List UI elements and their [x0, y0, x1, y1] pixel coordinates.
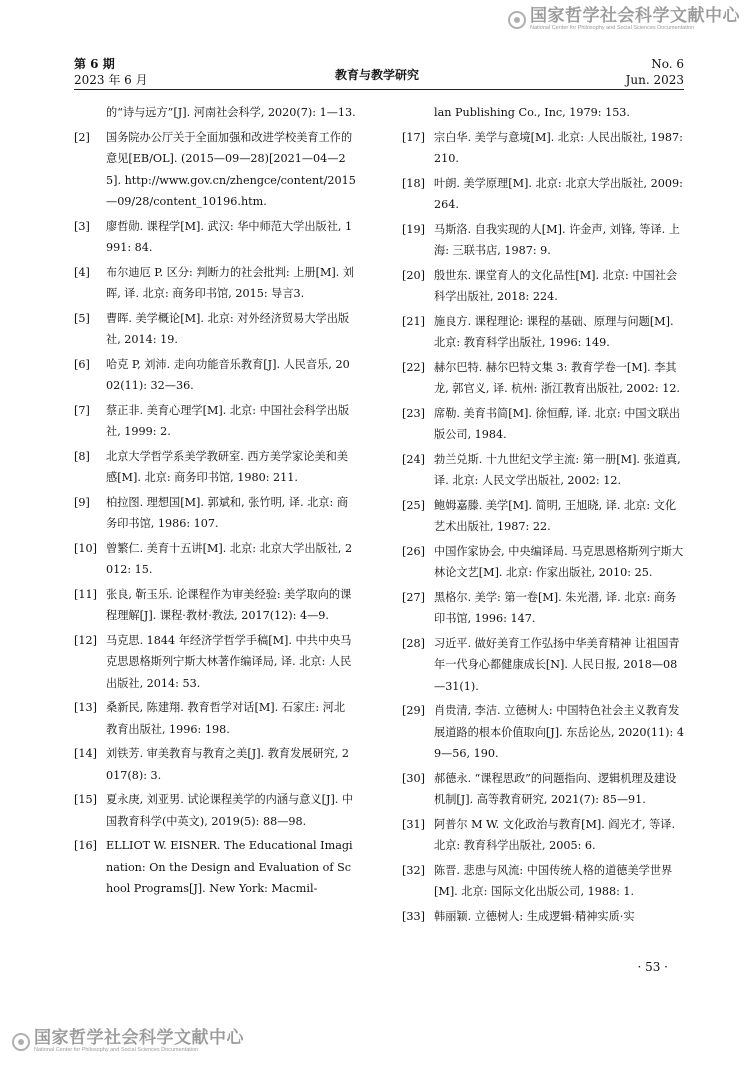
reference-number: [12]	[74, 633, 97, 647]
reference-number: [16]	[74, 839, 97, 852]
cnpssd-logo-icon	[508, 11, 526, 29]
reference-number: [2]	[74, 130, 90, 144]
reference-text: 勃兰兑斯. 十九世纪文学主流: 第一册[M]. 张道真, 译. 北京: 人民文学出版社, 2002: 12.	[434, 452, 681, 487]
reference-entry	[74, 743, 356, 786]
reference-entry	[74, 789, 356, 832]
reference-entry	[74, 262, 356, 305]
reference-number: [26]	[402, 544, 425, 558]
watermark-cn-text: 国家哲学社会科学文献中心	[34, 1028, 244, 1048]
reference-number: [8]	[74, 449, 90, 463]
references-left-column	[74, 102, 356, 903]
reference-text: 施良方. 课程理论: 课程的基础、原理与问题[M]. 北京: 教育科学出版社, 1996: 149.	[434, 314, 674, 349]
reference-text: 北京大学哲学系美学教研室. 西方美学家论美和美感[M]. 北京: 商务印书馆, 1980: 211.	[106, 449, 349, 484]
reference-entry	[402, 633, 684, 698]
reference-text: 的“诗与远方”[J]. 河南社会科学, 2020(7): 1—13.	[106, 106, 356, 119]
reference-entry	[402, 495, 684, 538]
reference-entry	[74, 835, 356, 900]
references-right-column	[402, 102, 684, 930]
reference-number: [9]	[74, 495, 90, 509]
reference-text: 马克思. 1844 年经济学哲学手稿[M]. 中共中央马克思恩格斯列宁斯大林著作编译局, 译. 北京: 人民出版社, 2014: 53.	[106, 633, 352, 690]
reference-entry	[74, 127, 356, 213]
date-en: Jun. 2023	[625, 73, 684, 87]
reference-text: 席勒. 美育书简[M]. 徐恒醇, 译. 北京: 中国文联出版公司, 1984.	[434, 406, 681, 441]
header-right	[626, 56, 684, 88]
reference-number: [13]	[74, 701, 97, 714]
reference-number: [4]	[74, 265, 90, 279]
reference-entry	[74, 216, 356, 259]
reference-entry	[402, 541, 684, 584]
reference-number: [15]	[74, 793, 97, 806]
reference-text: 殷世东. 课堂育人的文化品性[M]. 北京: 中国社会科学出版社, 2018: 224.	[434, 268, 678, 303]
reference-text: 马斯洛. 自我实现的人[M]. 许金声, 刘锋, 等译. 上海: 三联书店, 1987: 9.	[434, 222, 680, 257]
reference-number: [24]	[402, 452, 425, 466]
reference-number: [6]	[74, 357, 90, 371]
reference-number: [27]	[402, 590, 425, 604]
reference-text: 国务院办公厅关于全面加强和改进学校美育工作的意见[EB/OL]. (2015—09—28)[2021—04—25]. http://www.gov.cn/zhengce/content/2015—09/28/content_10196.htm.	[106, 130, 356, 208]
reference-text: 鲍姆嘉滕. 美学[M]. 简明, 王旭晓, 译. 北京: 文化艺术出版社, 1987: 22.	[434, 498, 677, 533]
reference-entry	[74, 584, 356, 627]
reference-entry	[402, 906, 684, 928]
reference-entry	[402, 265, 684, 308]
reference-number: [22]	[402, 360, 425, 374]
reference-text: 蔡正非. 美育心理学[M]. 北京: 中国社会科学出版社, 1999: 2.	[106, 403, 350, 438]
reference-number: [30]	[402, 771, 425, 785]
reference-number: [7]	[74, 403, 90, 417]
reference-entry	[402, 173, 684, 216]
reference-text: 布尔迪厄 P. 区分: 判断力的社会批判: 上册[M]. 刘晖, 译. 北京: 商务印书馆, 2015: 导言3.	[106, 265, 355, 300]
reference-number: [25]	[402, 498, 425, 512]
reference-entry	[402, 102, 684, 124]
reference-entry	[402, 219, 684, 262]
reference-entry	[402, 311, 684, 354]
watermark-en-text: National Center for Philosophy and Social Sciences Documentation	[530, 25, 695, 31]
reference-text: 肖贵清, 李洁. 立德树人: 中国特色社会主义教育发展道路的根本价值取向[J]. 东岳论丛, 2020(11): 49—56, 190.	[434, 704, 684, 760]
reference-text: 张良, 靳玉乐. 论课程作为审美经验: 美学取向的课程理解[J]. 课程·教材·教法, 2017(12): 4—9.	[106, 587, 352, 622]
reference-entry	[402, 768, 684, 811]
reference-text: 黑格尔. 美学: 第一卷[M]. 朱光潜, 译. 北京: 商务印书馆, 1996: 147.	[434, 590, 677, 625]
reference-number: [10]	[74, 541, 97, 555]
reference-text: lan Publishing Co., Inc, 1979: 153.	[434, 106, 630, 119]
reference-entry	[402, 587, 684, 630]
reference-number: [5]	[74, 311, 90, 325]
reference-text: 郝德永. “课程思政”的问题指向、逻辑机理及建设机制[J]. 高等教育研究, 2021(7): 85—91.	[434, 771, 677, 806]
reference-number: [3]	[74, 219, 90, 233]
reference-text: 宗白华. 美学与意境[M]. 北京: 人民出版社, 1987: 210.	[434, 130, 683, 165]
reference-entry	[74, 102, 356, 124]
reference-entry	[74, 446, 356, 489]
issue-en: No. 6	[651, 57, 684, 71]
reference-text: 赫尔巴特. 赫尔巴特文集 3: 教育学卷一[M]. 李其龙, 郭官义, 译. 杭州: 浙江教育出版社, 2002: 12.	[434, 360, 680, 395]
reference-text: 韩丽颖. 立德树人: 生成逻辑·精神实质·实	[434, 909, 635, 923]
reference-entry	[402, 127, 684, 170]
reference-number: [19]	[402, 222, 425, 236]
reference-number: [11]	[74, 587, 97, 601]
cnpssd-logo-icon	[12, 1033, 30, 1051]
watermark-en-text: National Center for Philosophy and Social Sciences Documentation	[34, 1047, 199, 1053]
reference-number: [31]	[402, 817, 425, 831]
reference-number: [32]	[402, 863, 425, 877]
reference-entry	[402, 403, 684, 446]
issue-cn: 第 6 期	[74, 57, 115, 71]
reference-text: 习近平. 做好美育工作弘扬中华美育精神 让祖国青年一代身心都健康成长[N]. 人民日报, 2018—08—31(1).	[434, 636, 680, 693]
reference-entry	[74, 697, 356, 740]
reference-entry	[74, 492, 356, 535]
reference-entry	[402, 860, 684, 903]
reference-number: [33]	[402, 909, 425, 923]
reference-number: [20]	[402, 268, 425, 282]
reference-entry	[402, 700, 684, 765]
reference-number: [23]	[402, 406, 425, 420]
reference-text: 廖哲勋. 课程学[M]. 武汉: 华中师范大学出版社, 1991: 84.	[106, 219, 353, 254]
reference-number: [18]	[402, 176, 425, 190]
watermark-cn-text: 国家哲学社会科学文献中心	[530, 6, 740, 26]
reference-text: 陈晋. 悲患与风流: 中国传统人格的道德美学世界[M]. 北京: 国际文化出版公司, 1988: 1.	[434, 863, 673, 898]
reference-entry	[74, 308, 356, 351]
reference-entry	[74, 538, 356, 581]
reference-text: 曾繁仁. 美育十五讲[M]. 北京: 北京大学出版社, 2012: 15.	[106, 541, 353, 576]
reference-number: [14]	[74, 747, 97, 760]
watermark-top	[508, 8, 740, 32]
reference-number: [28]	[402, 636, 425, 650]
reference-text: 刘铁芳. 审美教育与教育之美[J]. 教育发展研究, 2017(8): 3.	[106, 747, 350, 782]
reference-text: 中国作家协会, 中央编译局. 马克思恩格斯列宁斯大林论文艺[M]. 北京: 作家出版社, 2010: 25.	[434, 544, 684, 579]
header-rule	[74, 89, 684, 90]
reference-entry	[402, 814, 684, 857]
journal-title: 教育与教学研究	[334, 68, 419, 82]
reference-entry	[74, 630, 356, 695]
reference-entry	[74, 354, 356, 397]
reference-text: 夏永庚, 刘亚男. 试论课程美学的内涵与意义[J]. 中国教育科学(中英文), 2019(5): 88—98.	[106, 793, 354, 828]
reference-text: ELLIOT W. EISNER. The Educational Imagination: On the Design and Evaluation of School Programs[J]. New York: Macmil-	[106, 839, 353, 895]
reference-text: 叶朗. 美学原理[M]. 北京: 北京大学出版社, 2009: 264.	[434, 176, 683, 211]
reference-number: [21]	[402, 314, 425, 328]
reference-entry	[74, 400, 356, 443]
page-number: · 53 ·	[637, 960, 668, 974]
reference-number: [17]	[402, 130, 425, 144]
reference-text: 哈克 P, 刘沛. 走向功能音乐教育[J]. 人民音乐, 2002(11): 32—36.	[106, 357, 350, 392]
reference-entry	[402, 357, 684, 400]
reference-text: 曹晖. 美学概论[M]. 北京: 对外经济贸易大学出版社, 2014: 19.	[106, 311, 350, 346]
reference-text: 阿普尔 M W. 文化政治与教育[M]. 阎光才, 等译. 北京: 教育科学出版社, 2005: 6.	[434, 817, 675, 852]
date-cn: 2023 年 6 月	[74, 73, 148, 87]
watermark-bottom	[12, 1030, 244, 1054]
reference-entry	[402, 449, 684, 492]
reference-number: [29]	[402, 704, 425, 717]
reference-text: 桑新民, 陈建翔. 教育哲学对话[M]. 石家庄: 河北教育出版社, 1996: 198.	[106, 701, 346, 736]
reference-text: 柏拉图. 理想国[M]. 郭斌和, 张竹明, 译. 北京: 商务印书馆, 1986: 107.	[106, 495, 349, 530]
